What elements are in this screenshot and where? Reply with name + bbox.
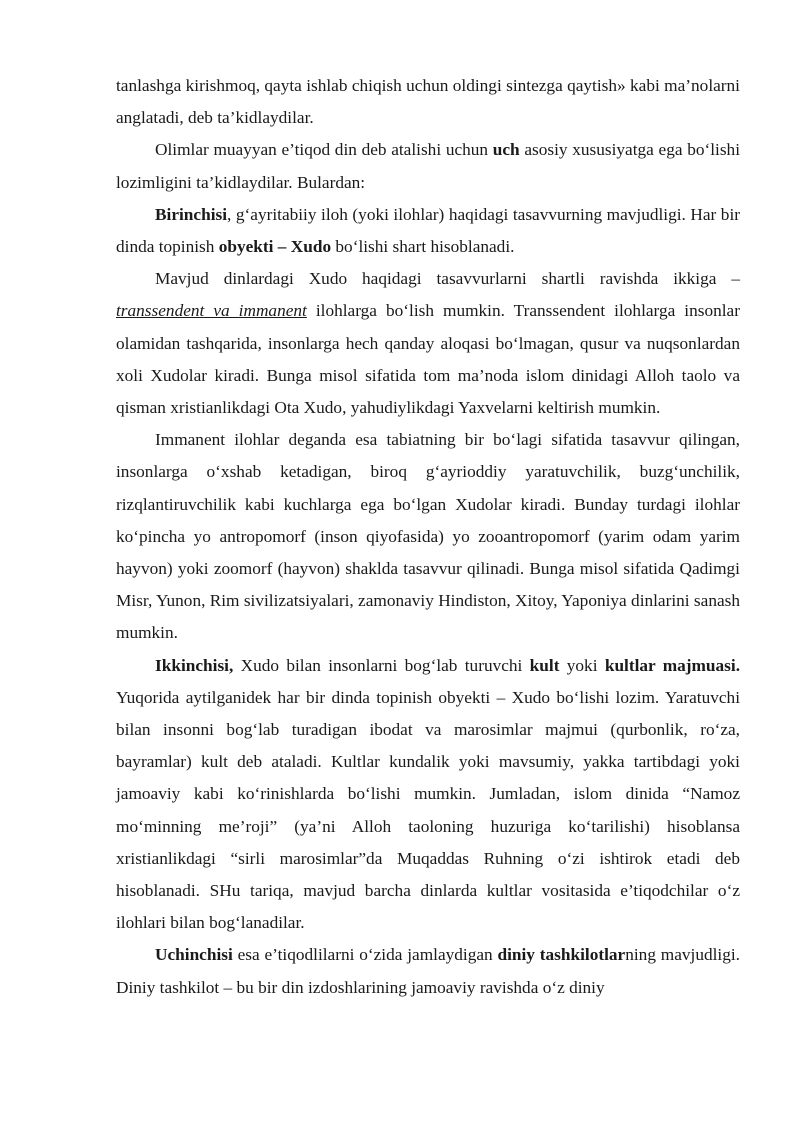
text-run: ning mavjudligi. Diniy tashkilot – bu bir din izdoshlarining jamoaviy ravishda o‘z diniy (116, 945, 740, 997)
document-page (116, 70, 740, 1004)
bold-term: Uchinchisi (155, 945, 233, 965)
text-run: ilohlarga bo‘lish mumkin. Transsendent ilohlarga insonlar olamidan tashqarida, insonlarga hech qanday aloqasi bo‘lmagan, qusur va nuqsonlardan xoli Xudolar kiradi. Bunga misol sifatida tom ma’noda islom dinidagi Alloh taolo va qisman xristianlikdagi Ota Xudo, yahudiylikdagi Yaxvelarni keltirish mumkin. (116, 301, 740, 418)
bold-term: Birinchisi (155, 204, 228, 224)
bold-term: diniy tashkilotlar (497, 945, 626, 965)
text-run: asosiy xususiyatga ega bo‘lishi lozimligini ta’kidlaydilar. Bulardan: (116, 140, 741, 192)
bold-term: Ikkinchisi, (155, 655, 234, 675)
text-run: bo‘lishi shart hisoblanadi. (331, 237, 515, 257)
text-run: Mavjud dinlardagi Xudo haqidagi tasavvurlarni shartli ravishda ikkiga – (155, 269, 740, 289)
text-run: tanlashga kirishmoq, qayta ishlab chiqish uchun oldingi sintezga qaytish» kabi ma’nolarni anglatadi, deb ta’kidlaydilar. (116, 76, 740, 128)
paragraph (116, 263, 740, 424)
paragraph (116, 939, 740, 1003)
bold-term: kultlar majmuasi. (604, 655, 741, 675)
text-run: Immanent ilohlar deganda esa tabiatning bir bo‘lagi sifatida tasavvur qilingan, insonlarga o‘xshab ketadigan, biroq g‘ayrioddiy yaratuvchilik, buzg‘unchilik, rizqlantiruvchilik kabi kuchlarga ega bo‘lgan Xudolar kiradi. Bunday turdagi ilohlar ko‘pincha yo antropomorf (inson qiyofasida) yo zooantropomorf (yarim odam yarim hayvon) yoki zoomorf (hayvon) shaklda tasavvur qilinadi. Bunga misol sifatida Qadimgi Misr, Yunon, Rim sivilizatsiyalari, zamonaviy Hindiston, Xitoy, Yaponiya dinlarini sanash mumkin. (116, 430, 740, 643)
paragraph (116, 650, 740, 940)
text-run: Olimlar muayyan e’tiqod din deb atalishi uchun (155, 140, 493, 160)
paragraph (116, 70, 740, 134)
paragraph (116, 199, 740, 263)
bold-term: uch (492, 140, 520, 160)
text-run: , g‘ayritabiiy iloh (yoki ilohlar) haqidagi tasavvurning mavjudligi. Har bir dinda topinish (116, 204, 740, 257)
text-run: Xudo bilan insonlarni bog‘lab turuvchi (233, 655, 530, 675)
bold-term: kult (529, 655, 560, 675)
bold-term: obyekti – Xudo (218, 237, 332, 257)
text-run: yoki (559, 655, 605, 675)
text-run: esa e’tiqodlilarni o‘zida jamlaydigan (232, 945, 498, 965)
text-run: Yuqorida aytilganidek har bir dinda topinish obyekti – Xudo bo‘lishi lozim. Yaratuvchi bilan insonni bog‘lab turadigan ibodat va marosimlar majmui (qurbonlik, ro‘za, bayramlar) kult deb ataladi. Kultlar kundalik yoki mavsumiy, yakka tartibdagi yoki jamoaviy kabi ko‘rinishlarda bo‘lishi mumkin. Jumladan, islom dinida “Namoz mo‘minning me’roji” (ya’ni Alloh taoloning huzuriga ko‘tarilishi) hisoblansa xristianlikdagi “sirli marosimlar”da Muqaddas Ruhning o‘zi ishtirok etadi deb hisoblanadi. SHu tariqa, mavjud barcha dinlarda kultlar vositasida e’tiqodchilar o‘z ilohlari bilan bog‘lanadilar. (116, 687, 740, 933)
underlined-term: transsendent va immanent (116, 301, 307, 321)
paragraph (116, 134, 740, 198)
paragraph (116, 424, 740, 649)
